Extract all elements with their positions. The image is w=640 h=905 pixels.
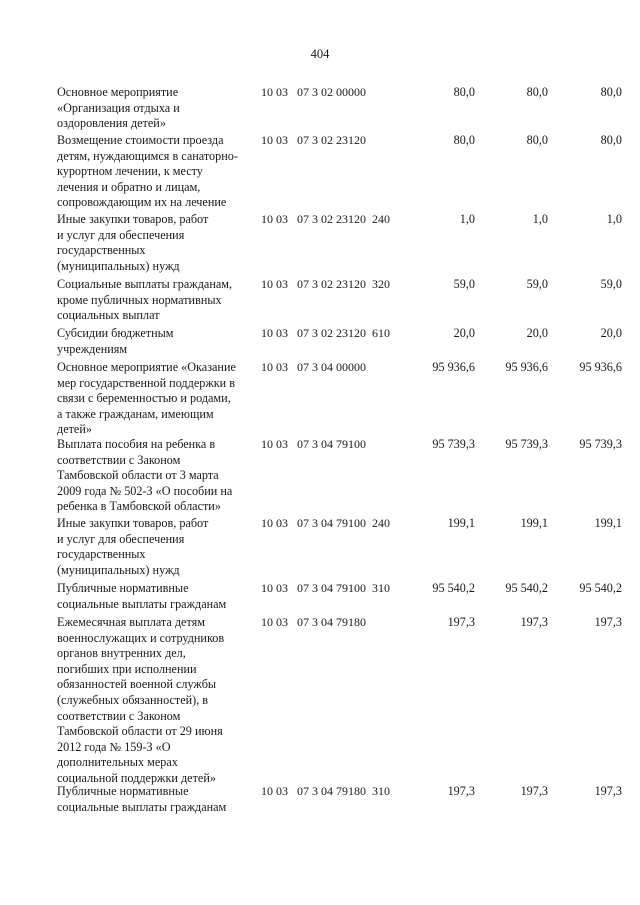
row-value-2: 59,0: [526, 277, 548, 291]
row-value-2: 1,0: [532, 212, 548, 226]
row-code: 10 03 07 3 02 23120: [261, 133, 366, 147]
row-value-2: 197,3: [520, 784, 548, 798]
row-name: Субсидии бюджетным учреждениям: [57, 326, 174, 356]
row-code: 10 03 07 3 02 23120 610: [261, 326, 390, 340]
row-name: Социальные выплаты гражданам, кроме публичных нормативных социальных выплат: [57, 277, 233, 323]
row-value-2: 95 540,2: [505, 581, 548, 595]
row-value-1: 95 540,2: [432, 581, 475, 595]
row-value-3: 95 540,2: [579, 581, 622, 595]
row-value-1: 197,3: [447, 784, 475, 798]
row-name: Основное мероприятие «Оказание мер государственной поддержки в связи с беременностью и родами, а также гражданам, имеющим детей»: [57, 360, 236, 437]
row-value-3: 95 739,3: [579, 437, 622, 451]
row-name: Публичные нормативные социальные выплаты гражданам: [57, 784, 227, 814]
row-value-1: 95 739,3: [432, 437, 475, 451]
row-value-1: 59,0: [453, 277, 475, 291]
row-value-3: 199,1: [594, 516, 622, 530]
row-value-2: 95 739,3: [505, 437, 548, 451]
page-number: 404: [310, 47, 330, 61]
row-name: Возмещение стоимости проезда детям, нуждающимся в санаторно- курортном лечении, к месту лечения и обратно и лицам, сопровождающим их на лечение: [57, 133, 238, 210]
row-code: 10 03 07 3 04 79180: [261, 615, 366, 629]
row-value-2: 80,0: [526, 85, 548, 99]
row-value-1: 80,0: [453, 85, 475, 99]
row-value-3: 1,0: [606, 212, 622, 226]
row-name: Иные закупки товаров, работ и услуг для обеспечения государственных (муниципальных) нужд: [57, 516, 209, 577]
row-value-3: 95 936,6: [579, 360, 622, 374]
row-value-1: 199,1: [447, 516, 475, 530]
row-name: Ежемесячная выплата детям военнослужащих и сотрудников органов внутренних дел, погибших при исполнении обязанностей военной службы (служебных обязанностей), в соответствии с Законом Тамбовской области от 29 июня 2012 года № 159-З «О дополнительных мерах социальной поддержки детей»: [57, 615, 225, 785]
row-name: Публичные нормативные социальные выплаты гражданам: [57, 581, 227, 611]
row-value-1: 197,3: [447, 615, 475, 629]
row-code: 10 03 07 3 04 00000: [261, 360, 366, 374]
row-code: 10 03 07 3 02 00000: [261, 85, 366, 99]
row-value-2: 197,3: [520, 615, 548, 629]
row-code: 10 03 07 3 02 23120 240: [261, 212, 390, 226]
row-value-1: 20,0: [453, 326, 475, 340]
row-code: 10 03 07 3 04 79100 240: [261, 516, 390, 530]
row-code: 10 03 07 3 02 23120 320: [261, 277, 390, 291]
row-name: Иные закупки товаров, работ и услуг для обеспечения государственных (муниципальных) нужд: [57, 212, 209, 273]
row-code: 10 03 07 3 04 79100: [261, 437, 366, 451]
row-value-2: 95 936,6: [505, 360, 548, 374]
row-value-3: 20,0: [600, 326, 622, 340]
row-value-3: 197,3: [594, 615, 622, 629]
row-value-3: 59,0: [600, 277, 622, 291]
row-value-1: 80,0: [453, 133, 475, 147]
row-value-2: 199,1: [520, 516, 548, 530]
row-value-3: 80,0: [600, 85, 622, 99]
row-code: 10 03 07 3 04 79100 310: [261, 581, 390, 595]
row-value-3: 80,0: [600, 133, 622, 147]
row-name: Основное мероприятие «Организация отдыха и оздоровления детей»: [57, 85, 180, 131]
row-value-2: 20,0: [526, 326, 548, 340]
row-code: 10 03 07 3 04 79180 310: [261, 784, 390, 798]
row-value-1: 1,0: [459, 212, 475, 226]
row-value-3: 197,3: [594, 784, 622, 798]
row-name: Выплата пособия на ребенка в соответствии с Законом Тамбовской области от 3 марта 2009 года № 502-З «О пособии на ребенка в Тамбовской области»: [57, 437, 233, 514]
row-value-1: 95 936,6: [432, 360, 475, 374]
row-value-2: 80,0: [526, 133, 548, 147]
